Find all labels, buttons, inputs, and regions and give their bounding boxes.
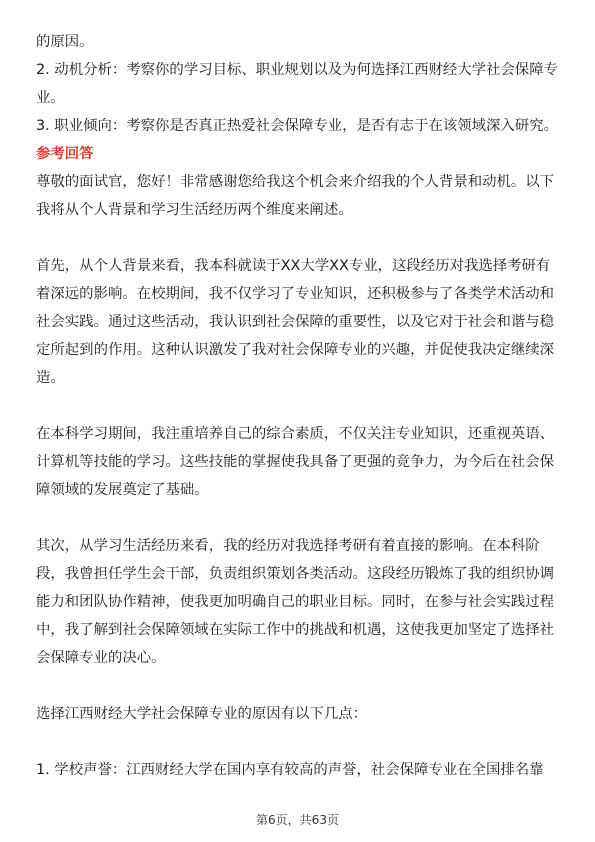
text-line: 业。 (36, 90, 65, 106)
text-line: 首先，从个人背景来看，我本科就读于XX大学XX专业，这段经历对我选择考研有 (36, 258, 551, 274)
text-line: 会保障专业的决心。 (36, 650, 166, 666)
text-line: 段，我曾担任学生会干部，负责组织策划各类活动。这段经历锻炼了我的组织协调 (36, 566, 555, 582)
text-line: 2. 动机分析：考察你的学习目标、职业规划以及为何选择江西财经大学社会保障专 (36, 62, 558, 78)
text-line: 其次，从学习生活经历来看，我的经历对我选择考研有着直接的影响。在本科阶 (36, 538, 540, 554)
blank-line (36, 224, 559, 252)
text-line: 我将从个人背景和学习生活经历两个维度来阐述。 (36, 202, 353, 218)
text-line: 障领域的发展奠定了基础。 (36, 482, 209, 498)
text-line: 着深远的影响。在校期间，我不仅学习了专业知识，还积极参与了各类学术活动和 (36, 286, 555, 302)
blank-line (36, 392, 559, 420)
blank-line (36, 728, 559, 756)
text-line: 1. 学校声誉：江西财经大学在国内享有较高的声誉，社会保障专业在全国排名靠 (36, 762, 544, 778)
text-line: 能力和团队协作精神，使我更加明确自己的职业目标。同时，在参与社会实践过程 (36, 594, 555, 610)
text-line: 的原因。 (36, 34, 94, 50)
blank-line (36, 672, 559, 700)
blank-line (36, 504, 559, 532)
document-body (36, 28, 559, 784)
text-line: 尊敬的面试官，您好！非常感谢您给我这个机会来介绍我的个人背景和动机。以下 (36, 174, 555, 190)
text-line: 选择江西财经大学社会保障专业的原因有以下几点： (36, 706, 367, 722)
text-line: 社会实践。通过这些活动，我认识到社会保障的重要性，以及它对于社会和谐与稳 (36, 314, 555, 330)
text-line: 3. 职业倾向：考察你是否真正热爱社会保障专业，是否有志于在该领域深入研究。 (36, 118, 558, 134)
text-line: 中，我了解到社会保障领域在实际工作中的挑战和机遇，这使我更加坚定了选择社 (36, 622, 555, 638)
text-line: 计算机等技能的学习。这些技能的掌握使我具备了更强的竞争力，为今后在社会保 (36, 454, 555, 470)
page-number-footer: 第6页，共63页 (256, 813, 339, 827)
text-line: 定所起到的作用。这种认识激发了我对社会保障专业的兴趣，并促使我决定继续深 (36, 342, 555, 358)
text-line: 造。 (36, 370, 65, 386)
text-line: 在本科学习期间，我注重培养自己的综合素质，不仅关注专业知识，还重视英语、 (36, 426, 555, 442)
section-heading: 参考回答 (36, 146, 94, 162)
